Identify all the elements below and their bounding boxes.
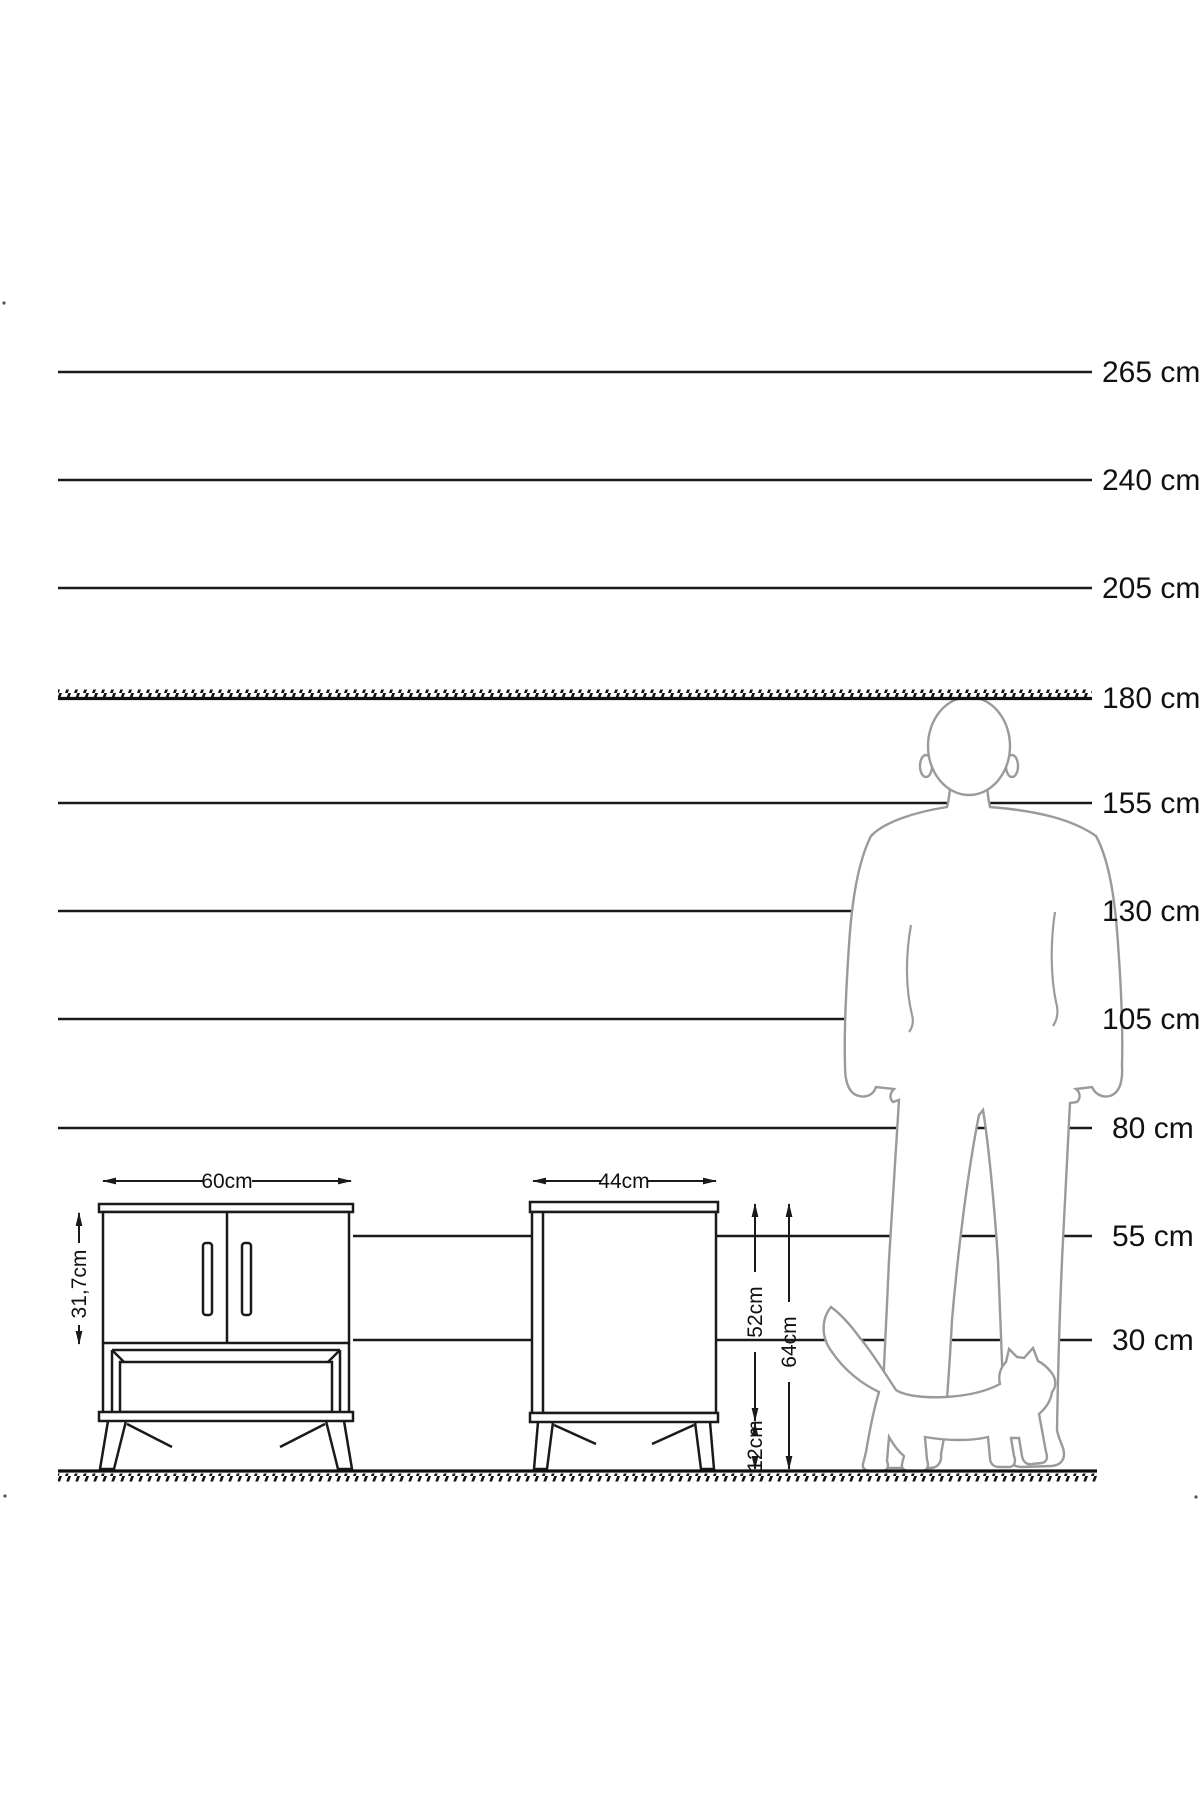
scale-label-240: 240 cm [1102, 464, 1200, 497]
cabinet-legs [100, 1421, 352, 1469]
scale-label-130: 130 cm [1102, 895, 1200, 928]
nightstand-side-view [530, 1202, 718, 1469]
height-scale-labels [1102, 356, 1200, 1357]
scale-label-155: 155 cm [1102, 787, 1200, 820]
nightstand-body-height-label: 52cm [744, 1286, 767, 1338]
cabinet-width-label: 60cm [201, 1170, 253, 1193]
scale-label-80: 80 cm [1112, 1112, 1194, 1145]
ground-line [58, 1471, 1097, 1482]
man-head [928, 697, 1010, 795]
nightstand-body [532, 1212, 716, 1413]
scale-label-30: 30 cm [1112, 1324, 1194, 1357]
nightstand-leg-height-label: 12cm [744, 1420, 767, 1472]
scale-line-180-hatched [58, 690, 1092, 699]
cabinet-open-niche [103, 1343, 349, 1412]
scale-label-105: 105 cm [1102, 1003, 1200, 1036]
nightstand-bottom-slab [530, 1413, 718, 1422]
scale-label-205: 205 cm [1102, 572, 1200, 605]
cabinet-front-view [99, 1204, 353, 1469]
cabinet-bottom-slab [99, 1412, 353, 1421]
nightstand-width-label: 44cm [598, 1170, 650, 1193]
man-body [845, 779, 1123, 1468]
cabinet-handle-right [242, 1243, 251, 1315]
cabinet-handle-left [203, 1243, 212, 1315]
nightstand-top-slab [530, 1202, 718, 1212]
nightstand-legs [534, 1422, 714, 1469]
scale-label-55: 55 cm [1112, 1220, 1194, 1253]
artifact-dot [2, 301, 5, 304]
cabinet-door-height-label: 31,7cm [68, 1249, 91, 1319]
nightstand-total-height-label: 64cm [778, 1316, 801, 1368]
scale-label-265: 265 cm [1102, 356, 1200, 389]
man-silhouette [845, 697, 1123, 1468]
scale-label-180: 180 cm [1102, 682, 1200, 715]
artifact-dot [3, 1494, 6, 1497]
artifact-dot [1194, 1495, 1197, 1498]
